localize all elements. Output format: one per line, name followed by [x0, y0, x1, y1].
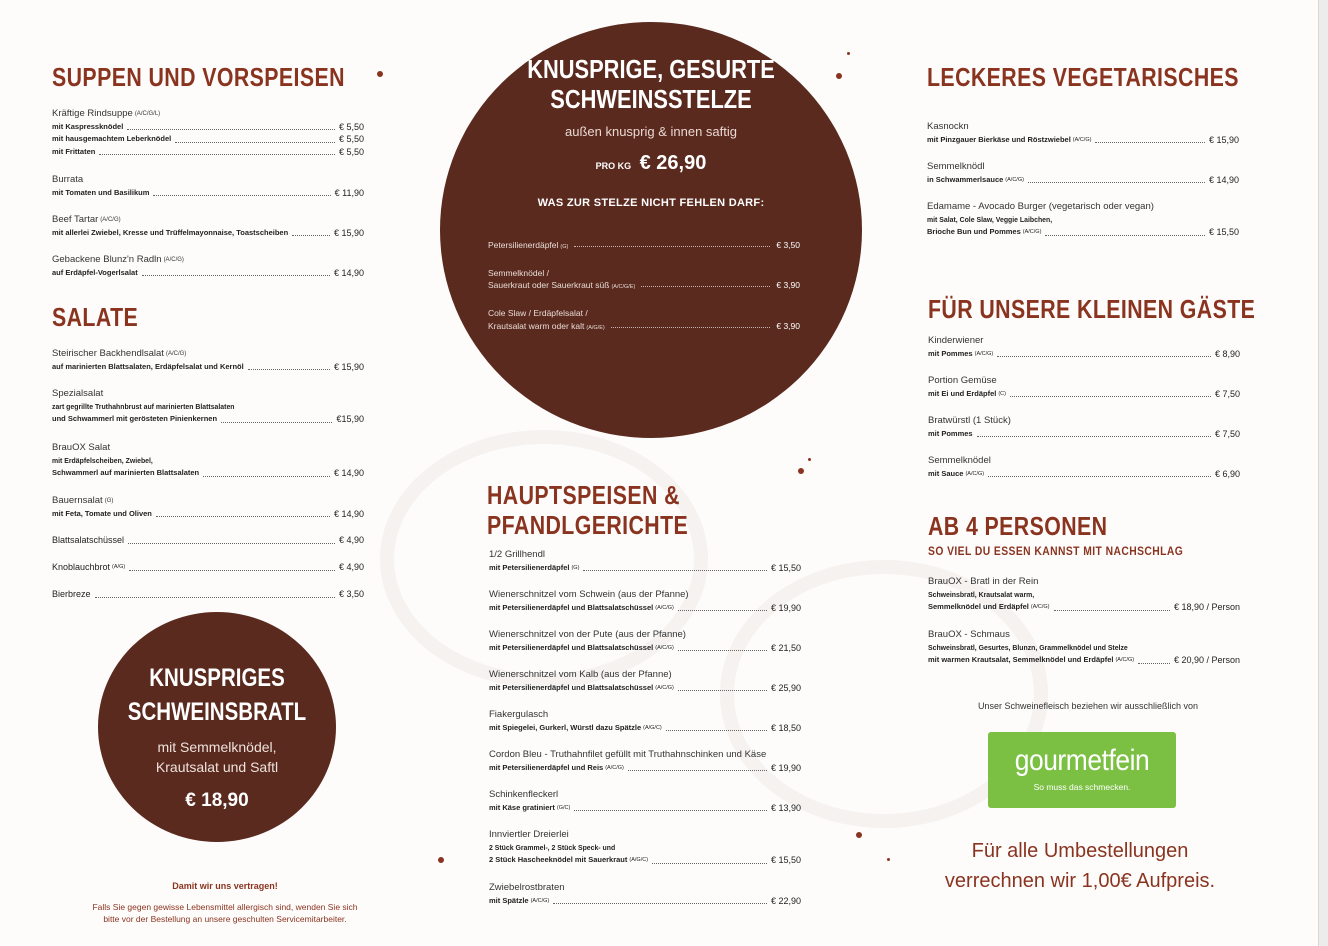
badge-title: SCHWEINSSTELZE	[550, 84, 752, 114]
side-item	[488, 308, 800, 318]
menu-row	[927, 134, 1239, 147]
item-text: Blattsalatschüssel	[52, 535, 125, 545]
menu-item	[489, 749, 801, 774]
menu-row	[927, 226, 1239, 239]
menu-item	[52, 214, 364, 239]
menu-item	[52, 442, 364, 480]
item-text: Cordon Bleu - Truthahnfilet gefüllt mit Truthahnschinken und Käse	[489, 749, 767, 760]
allergen-code: (A/G/C)	[643, 724, 662, 731]
menu-item	[928, 455, 1240, 480]
item-text: mit allerlei Zwiebel, Kresse und Trüffelmayonnaise, Toastscheiben	[52, 227, 289, 237]
item-text: mit Spiegelei, Gurkerl, Würstl dazu Spätzle	[489, 722, 642, 732]
allergen-code: (A/C/G)	[100, 217, 121, 223]
decor-dot	[836, 73, 842, 79]
allergen-code: (A/C/G/E)	[611, 284, 636, 290]
allergen-code: (A/C/G)	[655, 684, 674, 691]
item-text: Innviertler Dreierlei	[489, 829, 569, 840]
item-description: Schweinsbratl, Krautsalat warm,	[928, 589, 1035, 599]
section-title-vegetarisch: LECKERES VEGETARISCHES	[927, 62, 1239, 92]
item-text: Steirischer Backhendlsalat	[52, 348, 164, 359]
decor-dot	[377, 71, 383, 77]
section-subtitle-personen: SO VIEL DU ESSEN KANNST MIT NACHSCHLAG	[928, 544, 1184, 558]
item-text: Kinderwiener	[928, 335, 984, 346]
item-text: in Schwammerlsauce	[927, 174, 1004, 184]
menu-item	[928, 576, 1240, 614]
item-price: € 15,50	[770, 855, 801, 865]
item-price: € 5,50	[338, 121, 364, 132]
menu-item	[928, 335, 1240, 360]
item-text: mit hausgemachtem Leberknödel	[52, 134, 172, 143]
item-price: € 8,90	[1214, 348, 1240, 359]
menu-item	[927, 121, 1239, 146]
item-text: Wienerschnitzel vom Schwein (aus der Pfanne)	[489, 589, 689, 600]
allergen-code: (A/C/G)	[655, 644, 674, 651]
item-text: mit Ei und Erdäpfel	[928, 388, 997, 398]
item-text: Bauernsalat	[52, 495, 103, 506]
allergen-code: (A/C/G)	[1005, 176, 1024, 183]
item-text: auf Erdäpfel-Vogerlsalat	[52, 267, 138, 277]
item-price: € 15,50	[770, 562, 801, 573]
menu-item	[52, 495, 364, 520]
menu-row	[928, 428, 1240, 441]
allergen-code: (G)	[571, 564, 580, 571]
item-text: mit Käse gratiniert	[489, 802, 555, 812]
item-description: mit Erdäpfelscheiben, Zwiebel,	[52, 455, 153, 465]
allergen-code: (A/C/G)	[1022, 229, 1042, 235]
item-price: € 15,90	[333, 361, 364, 372]
decor-dot	[808, 458, 811, 461]
allergy-note-title: Damit wir uns vertragen!	[172, 881, 278, 891]
menu-row	[52, 267, 364, 280]
menu-row	[928, 348, 1240, 361]
allergen-code: (A/C/G)	[605, 764, 624, 771]
decor-dot	[856, 832, 862, 838]
menu-item	[489, 669, 801, 694]
menu-item	[52, 588, 364, 601]
item-text: Bierbreze	[52, 589, 91, 599]
menu-row	[52, 146, 364, 159]
item-text: Cole Slaw / Erdäpfelsalat /	[488, 308, 588, 318]
menu-row	[927, 174, 1239, 187]
menu-row	[489, 682, 801, 695]
decor-dot	[798, 468, 804, 474]
menu-item	[489, 629, 801, 654]
item-text: Spezialsalat	[52, 388, 104, 399]
decor-dot	[847, 52, 850, 55]
item-text: mit Spätzle	[489, 895, 529, 905]
menu-item	[489, 549, 801, 574]
badge-desc: mit Semmelknödel,	[157, 739, 277, 755]
item-text: BrauOX - Schmaus	[928, 629, 1010, 640]
item-text: mit Petersilienerdäpfel und Blattsalatschüssel	[489, 682, 654, 692]
item-text: und Schwammerl mit gerösteten Pinienkernen	[52, 414, 218, 423]
item-price: € 20,90 / Person	[1173, 655, 1240, 665]
item-text: mit Sauce	[928, 468, 964, 478]
allergen-code: (A/G/E)	[586, 325, 605, 331]
badge-title: SCHWEINSBRATL	[127, 698, 307, 726]
item-price: €15,90	[336, 414, 364, 424]
menu-row	[489, 602, 801, 615]
allergen-code: (A/C/G)	[1072, 136, 1092, 143]
menu-item	[928, 629, 1240, 667]
item-price: € 14,90	[333, 508, 364, 519]
item-price: € 14,90	[333, 267, 364, 278]
logo-tagline: So muss das schmecken.	[1033, 782, 1131, 792]
menu-row	[928, 654, 1240, 667]
item-text: Gebackene Blunz'n Radln	[52, 254, 162, 265]
menu-row	[52, 561, 364, 574]
item-description: 2 Stück Grammel-, 2 Stück Speck- und	[489, 842, 616, 852]
menu-row	[52, 467, 364, 480]
item-price: € 19,90	[770, 602, 801, 613]
item-price: € 18,50	[770, 722, 801, 733]
allergen-code: (A/C/G)	[965, 470, 985, 477]
item-text: Semmelknödel und Erdäpfel	[928, 602, 1029, 611]
section-title-personen: AB 4 PERSONEN	[928, 511, 1108, 541]
side-item	[488, 280, 800, 290]
gourmetfein-logo	[988, 732, 1176, 808]
badge-desc: Krautsalat und Saftl	[155, 759, 279, 775]
badge-subtitle: außen knusprig & innen saftig	[565, 124, 737, 139]
page-edge	[1318, 0, 1328, 946]
decor-dot	[438, 857, 444, 863]
allergen-code: (G/C)	[556, 804, 571, 811]
item-text: mit Feta, Tomate und Oliven	[52, 508, 152, 518]
item-price: € 19,90	[770, 762, 801, 773]
menu-item	[928, 375, 1240, 400]
item-text: Portion Gemüse	[928, 375, 997, 386]
item-text: mit Petersilienerdäpfel und Reis	[489, 762, 604, 772]
badge-title: KNUSPRIGES	[149, 664, 285, 692]
item-text: auf marinierten Blattsalaten, Erdäpfelsalat und Kernöl	[52, 361, 244, 371]
menu-item	[52, 534, 364, 547]
item-description: zart gegrillte Truthahnbrust auf marinierten Blattsalaten	[52, 401, 235, 411]
menu-row	[52, 187, 364, 200]
allergen-code: (G)	[560, 244, 569, 250]
item-text: mit Pommes	[928, 348, 973, 358]
menu-item	[52, 108, 364, 158]
item-price: € 5,50	[338, 146, 364, 157]
item-price: € 3,50	[338, 589, 364, 599]
allergen-code: (A/G)	[112, 564, 126, 570]
badge-price: € 18,90	[185, 790, 249, 811]
item-text: mit Petersilienerdäpfel und Blattsalatschüssel	[489, 602, 654, 612]
item-text: Knoblauchbrot	[52, 562, 111, 572]
section-title-haupt: PFANDLGERICHTE	[487, 510, 689, 540]
item-text: BrauOX Salat	[52, 442, 111, 453]
menu-row	[489, 642, 801, 655]
menu-row	[489, 895, 801, 908]
menu-row	[489, 762, 801, 775]
allergen-code: (G)	[104, 498, 114, 504]
item-text: Zwiebelrostbraten	[489, 882, 565, 893]
item-text: mit Pommes	[928, 428, 973, 438]
item-text: mit Petersilienerdäpfel	[489, 562, 570, 572]
item-text: Kräftige Rindsuppe	[52, 108, 133, 119]
allergen-code: (A/C/G)	[1115, 657, 1135, 663]
item-text: Edamame - Avocado Burger (vegetarisch oder vegan)	[927, 201, 1154, 212]
item-description: Schweinsbratl, Gesurtes, Blunzn, Grammelknödel und Stelze	[928, 642, 1128, 652]
item-price: € 14,90	[1208, 174, 1239, 185]
menu-item	[52, 388, 364, 426]
item-price: € 21,50	[770, 642, 801, 653]
allergen-code: (A/C/G)	[165, 351, 187, 357]
item-text: Schwammerl auf marinierten Blattsalaten	[52, 468, 200, 477]
item-text: Wienerschnitzel vom Kalb (aus der Pfanne)	[489, 669, 672, 680]
menu-row	[52, 508, 364, 521]
item-text: Bratwürstl (1 Stück)	[928, 415, 1011, 426]
allergy-note: bitte vor der Bestellung an unsere geschulten Servicemitarbeiter.	[103, 914, 347, 924]
logo-wordmark: gourmetfein	[1014, 744, 1150, 777]
item-text: 1/2 Grillhendl	[489, 549, 545, 560]
menu-item	[489, 589, 801, 614]
menu-row	[928, 468, 1240, 481]
section-title-kinder: FÜR UNSERE KLEINEN GÄSTE	[928, 294, 1256, 324]
side-item	[488, 268, 800, 278]
menu-row	[489, 722, 801, 735]
menu-item	[52, 174, 364, 199]
menu-row	[489, 854, 801, 867]
menu-row	[52, 133, 364, 146]
allergen-code: (A/C/G)	[974, 350, 994, 357]
item-price: € 7,50	[1214, 388, 1240, 399]
allergen-code: (A/C/G)	[530, 897, 550, 904]
item-text: Beef Tartar	[52, 214, 99, 225]
allergen-code: (C)	[998, 390, 1006, 397]
item-text: Kasnockn	[927, 121, 969, 132]
menu-item	[52, 561, 364, 574]
item-price: € 18,90 / Person	[1173, 602, 1240, 612]
item-text: Brioche Bun und Pommes	[927, 227, 1021, 236]
item-price: € 25,90	[770, 682, 801, 693]
menu-row	[52, 413, 364, 426]
menu-item	[927, 201, 1239, 239]
item-text: Semmelknödel /	[488, 268, 549, 278]
item-text: € 3,90	[776, 280, 800, 290]
item-text: Petersilienerdäpfel	[488, 240, 559, 250]
allergen-code: (A/C/G)	[163, 257, 184, 263]
allergen-code: (A/C/G/L)	[134, 111, 161, 117]
item-price: € 6,90	[1214, 468, 1240, 479]
allergen-code: (A/C/G)	[655, 604, 674, 611]
item-text	[641, 286, 770, 287]
menu-item	[489, 709, 801, 734]
item-text: mit warmen Krautsalat, Semmelknödel und Erdäpfel	[928, 655, 1114, 664]
menu-row	[928, 601, 1240, 614]
item-description: mit Salat, Cole Slaw, Veggie Laibchen,	[927, 214, 1053, 224]
menu-row	[52, 588, 364, 601]
schweinsbratl-badge	[98, 612, 336, 842]
menu-row	[489, 562, 801, 575]
umbestellung-note: Für alle Umbestellungen	[971, 840, 1189, 862]
menu-item	[928, 415, 1240, 440]
badge-title: KNUSPRIGE, GESURTE	[527, 54, 775, 84]
item-text: mit Pinzgauer Bierkäse und Röstzwiebel	[927, 134, 1071, 144]
item-text: mit Kaspressknödel	[52, 121, 124, 131]
item-price: € 15,50	[1208, 227, 1239, 237]
item-price: € 14,90	[333, 468, 364, 478]
item-text	[611, 327, 771, 328]
item-text: Burrata	[52, 174, 84, 185]
menu-row	[928, 388, 1240, 401]
item-text: 2 Stück Hascheeknödel mit Sauerkraut	[489, 855, 628, 864]
section-title-haupt: HAUPTSPEISEN &	[487, 480, 680, 510]
item-text: Semmelknödl	[927, 161, 985, 172]
item-price: € 15,90	[1208, 134, 1239, 145]
side-item	[488, 240, 800, 250]
menu-row	[52, 121, 364, 134]
item-text: mit Tomaten und Basilikum	[52, 187, 150, 197]
item-text: Krautsalat warm oder kalt	[488, 321, 585, 331]
item-text: mit Petersilienerdäpfel und Blattsalatschüssel	[489, 642, 654, 652]
item-text: Wienerschnitzel von der Pute (aus der Pfanne)	[489, 629, 686, 640]
item-price: € 11,90	[334, 187, 364, 198]
umbestellung-note: verrechnen wir 1,00€ Aufpreis.	[944, 870, 1216, 892]
section-title-salate: SALATE	[52, 302, 139, 332]
sides-title: WAS ZUR STELZE NICHT FEHLEN DARF:	[537, 197, 765, 209]
allergy-note: Falls Sie gegen gewisse Lebensmittel allergisch sind, wenden Sie sich	[92, 902, 358, 912]
item-price: € 4,90	[338, 562, 364, 572]
item-text: BrauOX - Bratl in der Rein	[928, 576, 1039, 587]
supplier-note: Unser Schweinefleisch beziehen wir ausschließlich von	[977, 701, 1199, 711]
menu-row	[52, 227, 364, 240]
item-price: € 5,50	[338, 134, 364, 144]
menu-item	[489, 789, 801, 814]
menu-row	[489, 802, 801, 815]
item-text	[574, 246, 770, 247]
item-text: € 3,90	[776, 321, 800, 331]
menu-row	[52, 534, 364, 547]
menu-item	[927, 161, 1239, 186]
item-price: € 7,50	[1214, 428, 1240, 439]
item-price: € 13,90	[770, 802, 801, 813]
item-text: Schinkenfleckerl	[489, 789, 559, 800]
item-text: mit Frittaten	[52, 146, 96, 156]
menu-row	[52, 361, 364, 374]
item-text: Fiakergulasch	[489, 709, 549, 720]
menu-item	[52, 254, 364, 279]
menu-item	[52, 348, 364, 373]
stelze-badge	[440, 22, 862, 438]
side-item	[488, 321, 800, 331]
item-price: € 4,90	[338, 535, 364, 545]
item-text: Sauerkraut oder Sauerkraut süß	[488, 280, 610, 290]
section-title-suppen: SUPPEN UND VORSPEISEN	[52, 62, 345, 92]
item-price: € 15,90	[333, 227, 364, 238]
item-text: € 3,50	[776, 240, 800, 250]
menu-item	[489, 882, 801, 907]
allergen-code: (A/G/C)	[629, 857, 649, 863]
decor-dot	[887, 858, 890, 861]
badge-price-line: PRO KG € 26,90	[595, 152, 707, 174]
item-text: Semmelknödel	[928, 455, 991, 466]
item-price: € 22,90	[770, 895, 801, 906]
menu-item	[489, 829, 801, 867]
allergen-code: (A/C/G)	[1030, 604, 1050, 610]
